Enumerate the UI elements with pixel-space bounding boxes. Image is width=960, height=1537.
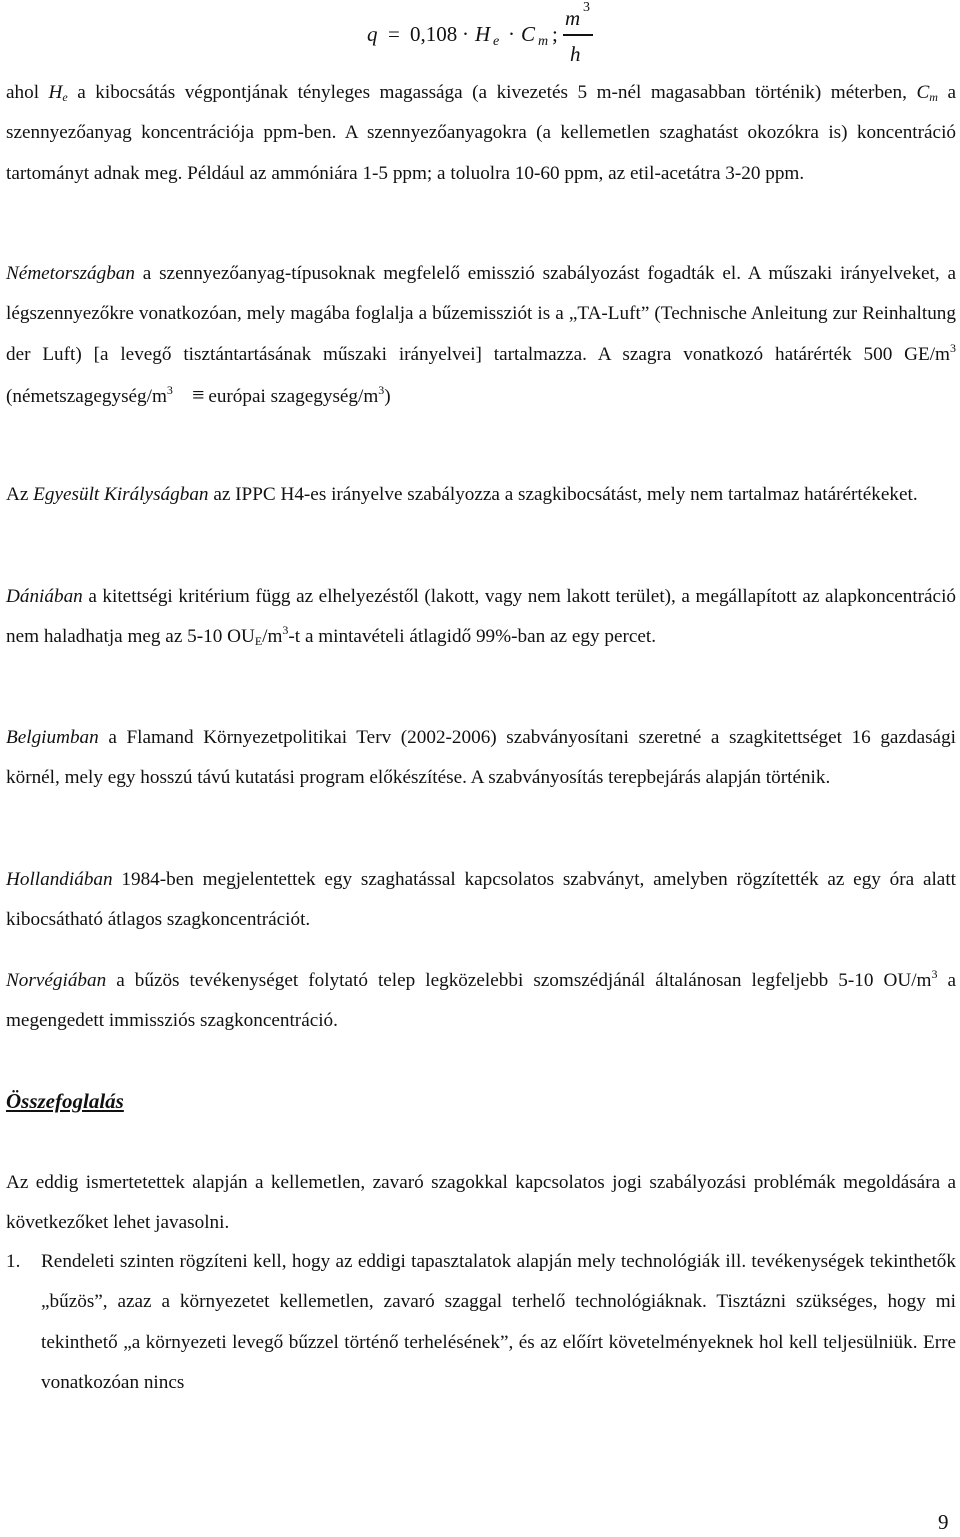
country-name: Dániában bbox=[6, 586, 83, 607]
subscript: E bbox=[254, 634, 263, 649]
superscript: 3 bbox=[282, 623, 289, 638]
country-name: Hollandiában bbox=[6, 869, 113, 890]
formula-c: C bbox=[521, 22, 536, 46]
formula-dot: · bbox=[462, 22, 469, 46]
formula-denominator-h: h bbox=[570, 42, 581, 66]
text: a Flamand Környezetpolitikai Terv (2002-2006) szabványosítani szeretné a szagkitettséget 16 gazdasági körnél, mely egy hosszú távú kutatási program előkészítése. A szabványosítás terepbejárás alapján történik. bbox=[6, 727, 956, 789]
list-text: Rendeleti szinten rögzíteni kell, hogy az eddigi tapasztalatok alapján mely technológiák ill. tevékenységek tekinthetők „bűzös”, azaz a környezetet kellemetlen, zavaró szaggal terhelő technológiáknak. Tisztázni szükséges, hogy mi tekinthető „a környezeti levegő bűzzel történő terhelésének”, és az előírt követelményeknek hol kell teljesülniük. Erre vonatkozóan nincs bbox=[41, 1251, 956, 1393]
identity-symbol: ≡ bbox=[192, 381, 204, 407]
superscript: 3 bbox=[931, 967, 938, 981]
text: a szennyezőanyag-típusoknak megfelelő emisszió szabályozást fogadták el. A műszaki irányelveket, a légszennyezőkre vonatkozóan, mely magába foglalja a bűzemissziót is a „TA-Luft” (Technische Anleitung zur Reinhaltung der Luft) [a levegő tisztántartásának műszaki irányelvei] tartalmazza. A szagra vonatkozó határérték 500 GE/m bbox=[6, 263, 956, 365]
formula bbox=[358, 0, 628, 70]
formula-semicolon: ; bbox=[552, 22, 558, 46]
paragraph-summary-intro: Az eddig ismertetettek alapján a kellemetlen, zavaró szagokkal kapcsolatos jogi szabályozási problémák megoldására a következőket lehet javasolni. bbox=[6, 1172, 956, 1234]
paragraph-definitions bbox=[6, 73, 956, 194]
var-h: H bbox=[48, 82, 63, 103]
text: -t a mintavételi átlagidő 99%-ban az egy percet. bbox=[288, 626, 657, 648]
paragraph-netherlands bbox=[6, 860, 956, 941]
formula-numerator-m: m bbox=[565, 6, 581, 30]
var-h-sub: e bbox=[62, 90, 68, 104]
text: a szennyezőanyag koncentrációja ppm-ben. A szennyezőanyagokra (a kellemetlen szaghatást okozókra is) koncentráció tartományt adnak meg. Például az ammóniára 1-5 ppm; a toluolra 10-60 ppm, az etil-acetátra 3-20 ppm. bbox=[6, 82, 956, 184]
text: Az bbox=[6, 484, 34, 505]
text: európai szagegység/m bbox=[203, 385, 379, 407]
formula-h-subscript: e bbox=[493, 34, 500, 49]
text: 1984-ben megjelentettek egy szaghatással kapcsolatos szabványt, amelyben rögzítették az egy óra alatt kibocsátható átlagos szagkoncentrációt. bbox=[6, 869, 956, 931]
fraction-bar bbox=[563, 34, 593, 36]
formula-coefficient: 0,108 bbox=[410, 22, 458, 46]
text: az IPPC H4-es irányelve szabályozza a szagkibocsátást, mely nem tartalmaz határértékeket. bbox=[208, 484, 918, 505]
paragraph-uk bbox=[6, 475, 956, 515]
text: ahol bbox=[6, 82, 49, 103]
text: a kitettségi kritérium függ az elhelyezéstől (lakott, vagy nem lakott terület), a megállapított az alapkoncentráció nem haladhatja meg az 5-10 OU bbox=[6, 586, 956, 648]
list-number: 1. bbox=[6, 1251, 21, 1272]
text: a kibocsátás végpontjának tényleges magassága (a kivezetés 5 m-nél magasabban történik) méterben, bbox=[67, 82, 917, 103]
paragraph-denmark bbox=[6, 577, 956, 658]
superscript: 3 bbox=[378, 382, 385, 397]
text: (németszagegység/m bbox=[6, 385, 167, 407]
formula-q: q bbox=[367, 22, 378, 46]
var-c-sub: m bbox=[929, 90, 938, 104]
formula-dot-2: · bbox=[508, 22, 515, 46]
formula-equals: = bbox=[388, 22, 400, 46]
section-heading: Összefoglalás bbox=[6, 1089, 124, 1113]
superscript: 3 bbox=[950, 340, 956, 355]
var-c: C bbox=[916, 82, 930, 103]
formula-c-subscript: m bbox=[538, 34, 549, 49]
text: a bűzös tevékenységet folytató telep legközelebbi szomszédjánál általánosan legfeljebb 5-10 OU/m bbox=[106, 970, 932, 991]
country-name: Egyesült Királyságban bbox=[33, 484, 209, 505]
text: a megengedett immissziós szagkoncentráció. bbox=[6, 970, 956, 1032]
country-name: Belgiumban bbox=[6, 727, 99, 748]
formula-numerator-exponent: 3 bbox=[583, 0, 590, 15]
paragraph-germany bbox=[6, 254, 956, 417]
page-number: 9 bbox=[938, 1510, 949, 1534]
paragraph-belgium bbox=[6, 718, 956, 799]
country-name: Norvégiában bbox=[6, 970, 107, 991]
country-name: Németországban bbox=[6, 263, 135, 284]
text: ) bbox=[384, 385, 391, 407]
formula-h: H bbox=[475, 22, 491, 46]
text: /m bbox=[262, 626, 283, 648]
paragraph-norway bbox=[6, 961, 956, 1042]
superscript: 3 bbox=[166, 382, 173, 397]
